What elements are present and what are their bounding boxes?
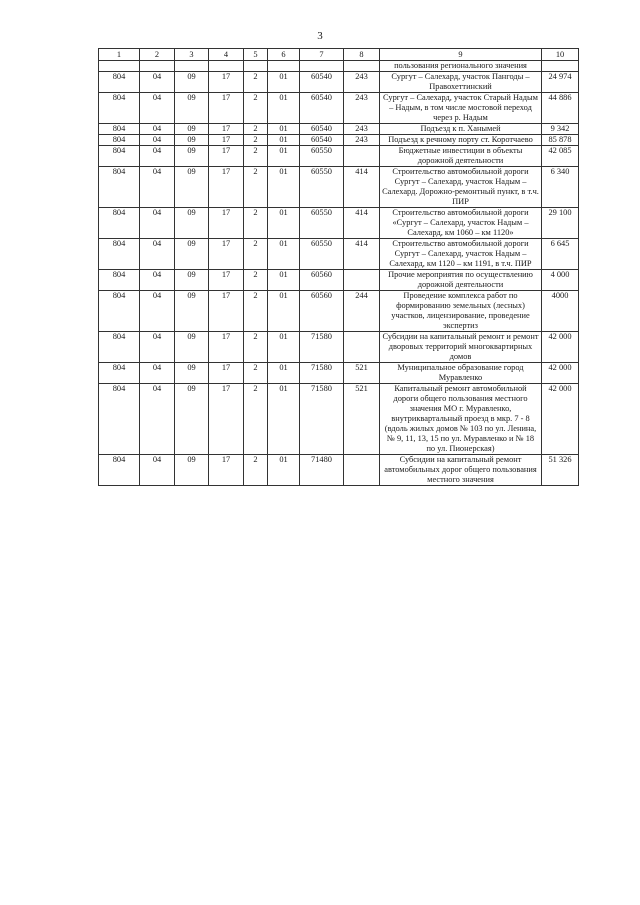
cell-program-code: 17 — [209, 167, 244, 208]
cell-event-code: 01 — [268, 363, 300, 384]
cell-amount: 24 974 — [542, 72, 579, 93]
cell-amount: 85 878 — [542, 135, 579, 146]
cell-target-code: 60550 — [300, 239, 344, 270]
table-header-row — [99, 49, 579, 61]
cell-event-code: 01 — [268, 291, 300, 332]
cell-subsection-code: 09 — [175, 208, 209, 239]
cell-subsection-code: 09 — [175, 363, 209, 384]
cell-expense-type: 521 — [344, 384, 380, 455]
cell-target-code: 71480 — [300, 455, 344, 486]
cell-section-code: 04 — [140, 270, 175, 291]
cell-event-code: 01 — [268, 239, 300, 270]
cell-section-code: 04 — [140, 239, 175, 270]
cell-amount: 51 326 — [542, 455, 579, 486]
cell-subprogram-code: 2 — [244, 332, 268, 363]
cell-expense-type: 414 — [344, 239, 380, 270]
cell-event-code: 01 — [268, 208, 300, 239]
cell-ministry-code: 804 — [99, 146, 140, 167]
cell-ministry-code: 804 — [99, 72, 140, 93]
cell-expense-type — [344, 332, 380, 363]
cell-subsection-code: 09 — [175, 332, 209, 363]
cell-subsection-code: 09 — [175, 239, 209, 270]
cell-description: Строительство автомобильной дороги «Сургут – Салехард, участок Надым – Салехард, км 1060 – км 1120» — [380, 208, 542, 239]
cell-subprogram-code: 2 — [244, 93, 268, 124]
cell-subsection-code: 09 — [175, 135, 209, 146]
cell-description: пользования регионального значения — [380, 61, 542, 72]
cell-expense-type: 243 — [344, 72, 380, 93]
table-row — [99, 72, 579, 93]
cell-amount: 29 100 — [542, 208, 579, 239]
cell-ministry-code: 804 — [99, 291, 140, 332]
cell-amount: 4000 — [542, 291, 579, 332]
cell-program-code: 17 — [209, 332, 244, 363]
cell-amount: 9 342 — [542, 124, 579, 135]
cell-ministry-code: 804 — [99, 332, 140, 363]
cell-target-code: 60540 — [300, 124, 344, 135]
column-header-7: 7 — [300, 49, 344, 61]
cell-subprogram-code: 2 — [244, 270, 268, 291]
cell-target-code: 71580 — [300, 384, 344, 455]
cell-amount: 42 000 — [542, 363, 579, 384]
cell-ministry-code: 804 — [99, 167, 140, 208]
cell-target-code: 60540 — [300, 72, 344, 93]
cell-event-code: 01 — [268, 135, 300, 146]
cell-ministry-code: 804 — [99, 455, 140, 486]
column-header-1: 1 — [99, 49, 140, 61]
table-row — [99, 239, 579, 270]
column-header-6: 6 — [268, 49, 300, 61]
table-row — [99, 93, 579, 124]
cell-amount: 6 645 — [542, 239, 579, 270]
cell-amount: 6 340 — [542, 167, 579, 208]
column-header-10: 10 — [542, 49, 579, 61]
cell-ministry-code: 804 — [99, 93, 140, 124]
cell-event-code: 01 — [268, 332, 300, 363]
cell-subprogram-code: 2 — [244, 72, 268, 93]
cell-section-code: 04 — [140, 208, 175, 239]
cell-expense-type: 521 — [344, 363, 380, 384]
page-number: 3 — [317, 30, 323, 42]
cell-subprogram-code: 2 — [244, 146, 268, 167]
cell-subsection-code: 09 — [175, 270, 209, 291]
cell-description: Бюджетные инвестиции в объекты дорожной деятельности — [380, 146, 542, 167]
cell-ministry-code: 804 — [99, 124, 140, 135]
cell-subsection-code: 09 — [175, 291, 209, 332]
cell-section-code: 04 — [140, 291, 175, 332]
cell-description: Строительство автомобильной дороги Сургут – Салехард, участок Надым – Салехард. Дорожно-ремонтный пункт, в т.ч. ПИР — [380, 167, 542, 208]
cell-subsection-code: 09 — [175, 72, 209, 93]
table-row — [99, 124, 579, 135]
cell-program-code: 17 — [209, 124, 244, 135]
cell-section-code: 04 — [140, 93, 175, 124]
cell-description: Подъезд к речному порту ст. Коротчаево — [380, 135, 542, 146]
cell-subsection-code: 09 — [175, 146, 209, 167]
cell-event-code — [268, 61, 300, 72]
cell-description: Муниципальное образование город Муравленко — [380, 363, 542, 384]
cell-section-code: 04 — [140, 135, 175, 146]
cell-subprogram-code: 2 — [244, 208, 268, 239]
cell-ministry-code: 804 — [99, 384, 140, 455]
column-header-2: 2 — [140, 49, 175, 61]
cell-section-code: 04 — [140, 384, 175, 455]
cell-target-code: 71580 — [300, 332, 344, 363]
cell-description: Строительство автомобильной дороги Сургут – Салехард, участок Надым – Салехард, км 1120 – км 1191, в т.ч. ПИР — [380, 239, 542, 270]
cell-target-code: 60540 — [300, 93, 344, 124]
cell-section-code: 04 — [140, 72, 175, 93]
cell-subprogram-code: 2 — [244, 167, 268, 208]
cell-ministry-code: 804 — [99, 239, 140, 270]
cell-amount: 4 000 — [542, 270, 579, 291]
cell-program-code: 17 — [209, 93, 244, 124]
table-row — [99, 384, 579, 455]
cell-program-code: 17 — [209, 146, 244, 167]
cell-subsection-code: 09 — [175, 384, 209, 455]
column-header-8: 8 — [344, 49, 380, 61]
cell-target-code: 60550 — [300, 167, 344, 208]
cell-expense-type: 244 — [344, 291, 380, 332]
cell-section-code: 04 — [140, 124, 175, 135]
cell-event-code: 01 — [268, 72, 300, 93]
cell-program-code: 17 — [209, 270, 244, 291]
cell-expense-type — [344, 270, 380, 291]
cell-event-code: 01 — [268, 455, 300, 486]
cell-description: Субсидии на капитальный ремонт и ремонт дворовых территорий многоквартирных домов — [380, 332, 542, 363]
cell-event-code: 01 — [268, 146, 300, 167]
table-row — [99, 455, 579, 486]
cell-ministry-code: 804 — [99, 270, 140, 291]
cell-section-code — [140, 61, 175, 72]
cell-program-code: 17 — [209, 291, 244, 332]
cell-target-code: 60560 — [300, 291, 344, 332]
cell-description: Подъезд к п. Ханымей — [380, 124, 542, 135]
cell-expense-type: 414 — [344, 208, 380, 239]
cell-description: Проведение комплекса работ по формированию земельных (лесных) участков, лицензирование, проведение экспертиз — [380, 291, 542, 332]
cell-subprogram-code: 2 — [244, 455, 268, 486]
cell-ministry-code — [99, 61, 140, 72]
cell-target-code — [300, 61, 344, 72]
cell-description: Сургут – Салехард, участок Старый Надым – Надым, в том числе мостовой переход через р. Надым — [380, 93, 542, 124]
cell-target-code: 60560 — [300, 270, 344, 291]
cell-section-code: 04 — [140, 332, 175, 363]
cell-target-code: 60550 — [300, 208, 344, 239]
column-header-3: 3 — [175, 49, 209, 61]
table-row — [99, 146, 579, 167]
cell-amount: 42 000 — [542, 384, 579, 455]
budget-table — [98, 48, 579, 486]
cell-subprogram-code: 2 — [244, 124, 268, 135]
cell-subsection-code — [175, 61, 209, 72]
cell-event-code: 01 — [268, 270, 300, 291]
column-header-9: 9 — [380, 49, 542, 61]
cell-section-code: 04 — [140, 363, 175, 384]
cell-subprogram-code: 2 — [244, 384, 268, 455]
table-row — [99, 167, 579, 208]
cell-subsection-code: 09 — [175, 93, 209, 124]
cell-program-code: 17 — [209, 72, 244, 93]
cell-amount: 42 000 — [542, 332, 579, 363]
cell-subprogram-code: 2 — [244, 239, 268, 270]
cell-description: Субсидии на капитальный ремонт автомобильных дорог общего пользования местного значения — [380, 455, 542, 486]
cell-expense-type: 243 — [344, 135, 380, 146]
cell-target-code: 71580 — [300, 363, 344, 384]
cell-program-code: 17 — [209, 384, 244, 455]
cell-description: Прочие мероприятия по осуществлению дорожной деятельности — [380, 270, 542, 291]
table-row — [99, 363, 579, 384]
table-row — [99, 208, 579, 239]
table-body — [99, 61, 579, 486]
cell-amount: 42 085 — [542, 146, 579, 167]
cell-program-code: 17 — [209, 135, 244, 146]
cell-section-code: 04 — [140, 167, 175, 208]
cell-ministry-code: 804 — [99, 208, 140, 239]
cell-expense-type: 243 — [344, 124, 380, 135]
cell-description: Сургут – Салехард, участок Пангоды – Правохеттинский — [380, 72, 542, 93]
table-row — [99, 291, 579, 332]
cell-expense-type — [344, 455, 380, 486]
cell-program-code: 17 — [209, 208, 244, 239]
table-row — [99, 135, 579, 146]
cell-program-code: 17 — [209, 363, 244, 384]
column-header-4: 4 — [209, 49, 244, 61]
cell-description: Капитальный ремонт автомобильной дороги общего пользования местного значения МО г. Муравленко, внутриквартальный проезд в мкр. 7 - 8 (вдоль жилых домов № 103 по ул. Ленина, № 9, 11, 13, 15 по ул. Муравленко и № 18 по ул. Пионерская) — [380, 384, 542, 455]
cell-event-code: 01 — [268, 384, 300, 455]
cell-ministry-code: 804 — [99, 363, 140, 384]
column-header-5: 5 — [244, 49, 268, 61]
cell-ministry-code: 804 — [99, 135, 140, 146]
cell-event-code: 01 — [268, 124, 300, 135]
cell-section-code: 04 — [140, 146, 175, 167]
cell-section-code: 04 — [140, 455, 175, 486]
table-row — [99, 332, 579, 363]
cell-program-code: 17 — [209, 455, 244, 486]
cell-subsection-code: 09 — [175, 167, 209, 208]
cell-expense-type: 414 — [344, 167, 380, 208]
cell-event-code: 01 — [268, 167, 300, 208]
cell-target-code: 60550 — [300, 146, 344, 167]
cell-amount — [542, 61, 579, 72]
cell-subprogram-code — [244, 61, 268, 72]
cell-target-code: 60540 — [300, 135, 344, 146]
table-row — [99, 61, 579, 72]
cell-subsection-code: 09 — [175, 124, 209, 135]
cell-expense-type — [344, 146, 380, 167]
cell-subprogram-code: 2 — [244, 291, 268, 332]
cell-program-code — [209, 61, 244, 72]
cell-amount: 44 886 — [542, 93, 579, 124]
cell-subsection-code: 09 — [175, 455, 209, 486]
cell-event-code: 01 — [268, 93, 300, 124]
cell-program-code: 17 — [209, 239, 244, 270]
cell-subprogram-code: 2 — [244, 363, 268, 384]
table-row — [99, 270, 579, 291]
cell-subprogram-code: 2 — [244, 135, 268, 146]
cell-expense-type — [344, 61, 380, 72]
cell-expense-type: 243 — [344, 93, 380, 124]
